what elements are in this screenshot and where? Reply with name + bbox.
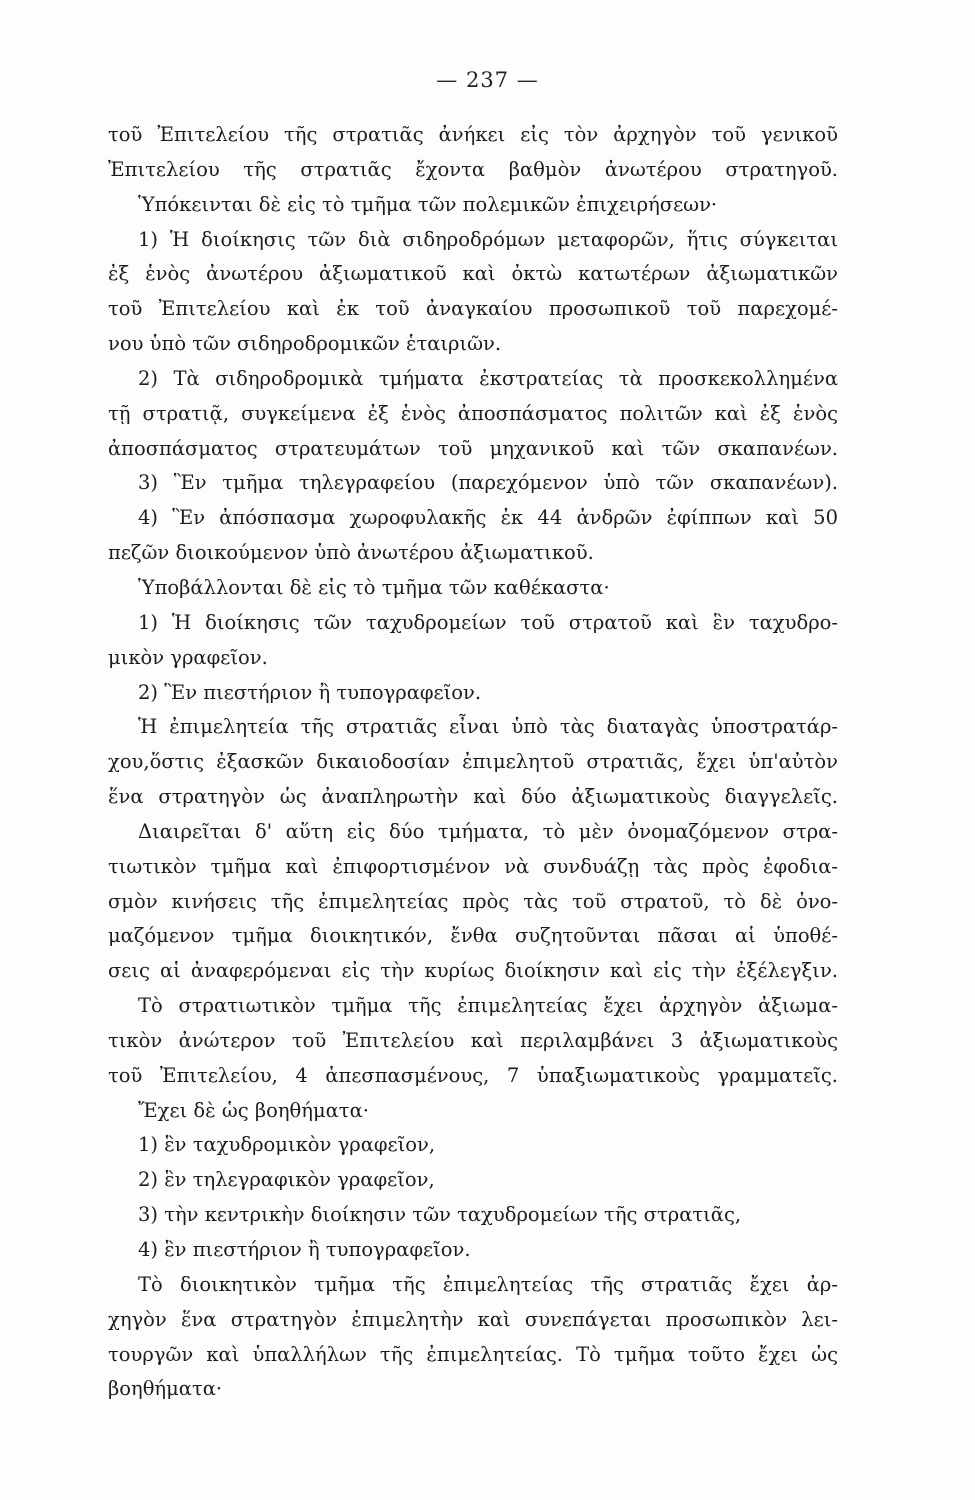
text-line: Τὸ στρατιωτικὸν τμῆμα τῆς ἐπιμελητείας ἔχει ἀρχηγὸν ἀξιωμα- (138, 994, 838, 1018)
text-line: χηγὸν ἕνα στρατηγὸν ἐπιμελητὴν καὶ συνεπάγεται προσωπικὸν λει- (108, 1307, 838, 1331)
text-line: σεις αἱ ἀναφερόμεναι εἰς τὴν κυρίως διοίκησιν καὶ εἰς τὴν ἐξέλεγξιν. (108, 959, 838, 983)
text-line: ἐξ ἑνὸς ἀνωτέρου ἀξιωματικοῦ καὶ ὀκτὼ κατωτέρων ἀξιωματικῶν (108, 262, 838, 286)
text-line: 1) Ἡ διοίκησις τῶν ταχυδρομείων τοῦ στρατοῦ καὶ ἓν ταχυδρο- (138, 610, 838, 634)
text-line: 2) Τὰ σιδηροδρομικὰ τμήματα ἐκστρατείας τὰ προσκεκολλημένα (138, 366, 838, 390)
page-number: — 237 — (436, 68, 539, 92)
text-line: Ἐπιτελείου τῆς στρατιᾶς ἔχοντα βαθμὸν ἀνωτέρου στρατηγοῦ. (108, 157, 838, 181)
text-line: 4) Ἓν ἀπόσπασμα χωροφυλακῆς ἐκ 44 ἀνδρῶν ἐφίππων καὶ 50 (138, 506, 838, 530)
body-text (108, 118, 838, 1407)
text-line: σμὸν κινήσεις τῆς ἐπιμελητείας πρὸς τὰς τοῦ στρατοῦ, τὸ δὲ ὀνο- (108, 889, 838, 913)
text-line: νου ὑπὸ τῶν σιδηροδρομικῶν ἑταιριῶν. (108, 332, 502, 356)
text-line: 4) ἓν πιεστήριον ἢ τυπογραφεῖον. (138, 1238, 471, 1261)
text-line: τουργῶν καὶ ὑπαλλήλων τῆς ἐπιμελητείας. Τὸ τμῆμα τοῦτο ἔχει ὡς (108, 1342, 838, 1366)
text-line: ἕνα στρατηγὸν ὡς ἀναπληρωτὴν καὶ δύο ἀξιωματικοὺς διαγγελεῖς. (108, 785, 838, 809)
text-line: τικὸν ἀνώτερον τοῦ Ἐπιτελείου καὶ περιλαμβάνει 3 ἀξιωματικοὺς (108, 1028, 838, 1052)
text-line: 3) τὴν κεντρικὴν διοίκησιν τῶν ταχυδρομείων τῆς στρατιᾶς, (138, 1203, 742, 1227)
text-line: 2) Ἓν πιεστήριον ἢ τυπογραφεῖον. (138, 680, 482, 704)
text-line: ἀποσπάσματος στρατευμάτων τοῦ μηχανικοῦ καὶ τῶν σκαπανέων. (108, 436, 838, 460)
text-line: τοῦ Ἐπιτελείου καὶ ἐκ τοῦ ἀναγκαίου προσωπικοῦ τοῦ παρεχομέ- (108, 297, 838, 321)
text-line: Διαιρεῖται δ' αὕτη εἰς δύο τμήματα, τὸ μὲν ὀνομαζόμενον στρα- (138, 819, 838, 843)
text-line: τοῦ Ἐπιτελείου τῆς στρατιᾶς ἀνήκει εἰς τὸν ἀρχηγὸν τοῦ γενικοῦ (108, 123, 838, 146)
text-line: 2) ἓν τηλεγραφικὸν γραφεῖον, (138, 1168, 435, 1192)
text-line: τοῦ Ἐπιτελείου, 4 ἀπεσπασμένους, 7 ὑπαξιωματικοὺς γραμματεῖς. (108, 1063, 838, 1087)
text-line: Ὑπόκεινται δὲ εἰς τὸ τμῆμα τῶν πολεμικῶν ἐπιχειρήσεων· (138, 192, 718, 216)
text-line: πεζῶν διοικούμενον ὑπὸ ἀνωτέρου ἀξιωματικοῦ. (108, 541, 594, 565)
text-line: Ἡ ἐπιμελητεία τῆς στρατιᾶς εἶναι ὑπὸ τὰς διαταγὰς ὑποστρατάρ- (138, 715, 838, 739)
text-line: τιωτικὸν τμῆμα καὶ ἐπιφορτισμένον νὰ συνδυάζῃ τὰς πρὸς ἐφοδια- (108, 854, 838, 878)
text-line: 1) Ἡ διοίκησις τῶν διὰ σιδηροδρόμων μεταφορῶν, ἥτις σύγκειται (138, 227, 838, 251)
text-line: Ἔχει δὲ ὡς βοηθήματα· (138, 1098, 369, 1122)
text-line: μικὸν γραφεῖον. (108, 645, 268, 669)
text-line: 1) ἓν ταχυδρομικὸν γραφεῖον, (138, 1133, 436, 1157)
text-line: Τὸ διοικητικὸν τμῆμα τῆς ἐπιμελητείας τῆς στρατιᾶς ἔχει ἀρ- (138, 1272, 838, 1296)
text-line: τῇ στρατιᾷ, συγκείμενα ἐξ ἑνὸς ἀποσπάσματος πολιτῶν καὶ ἐξ ἑνὸς (108, 401, 838, 425)
text-line: βοηθήματα· (108, 1377, 223, 1401)
text-line: μαζόμενον τμῆμα διοικητικόν, ἔνθα συζητοῦνται πᾶσαι αἱ ὑποθέ- (108, 924, 838, 948)
text-line: 3) Ἓν τμῆμα τηλεγραφείου (παρεχόμενον ὑπὸ τῶν σκαπανέων). (138, 471, 838, 495)
text-line: Ὑποβάλλονται δὲ εἰς τὸ τμῆμα τῶν καθέκαστα· (138, 575, 610, 599)
text-line: χου,ὅστις ἐξασκῶν δικαιοδοσίαν ἐπιμελητοῦ στρατιᾶς, ἔχει ὑπ'αὐτὸν (108, 750, 838, 774)
